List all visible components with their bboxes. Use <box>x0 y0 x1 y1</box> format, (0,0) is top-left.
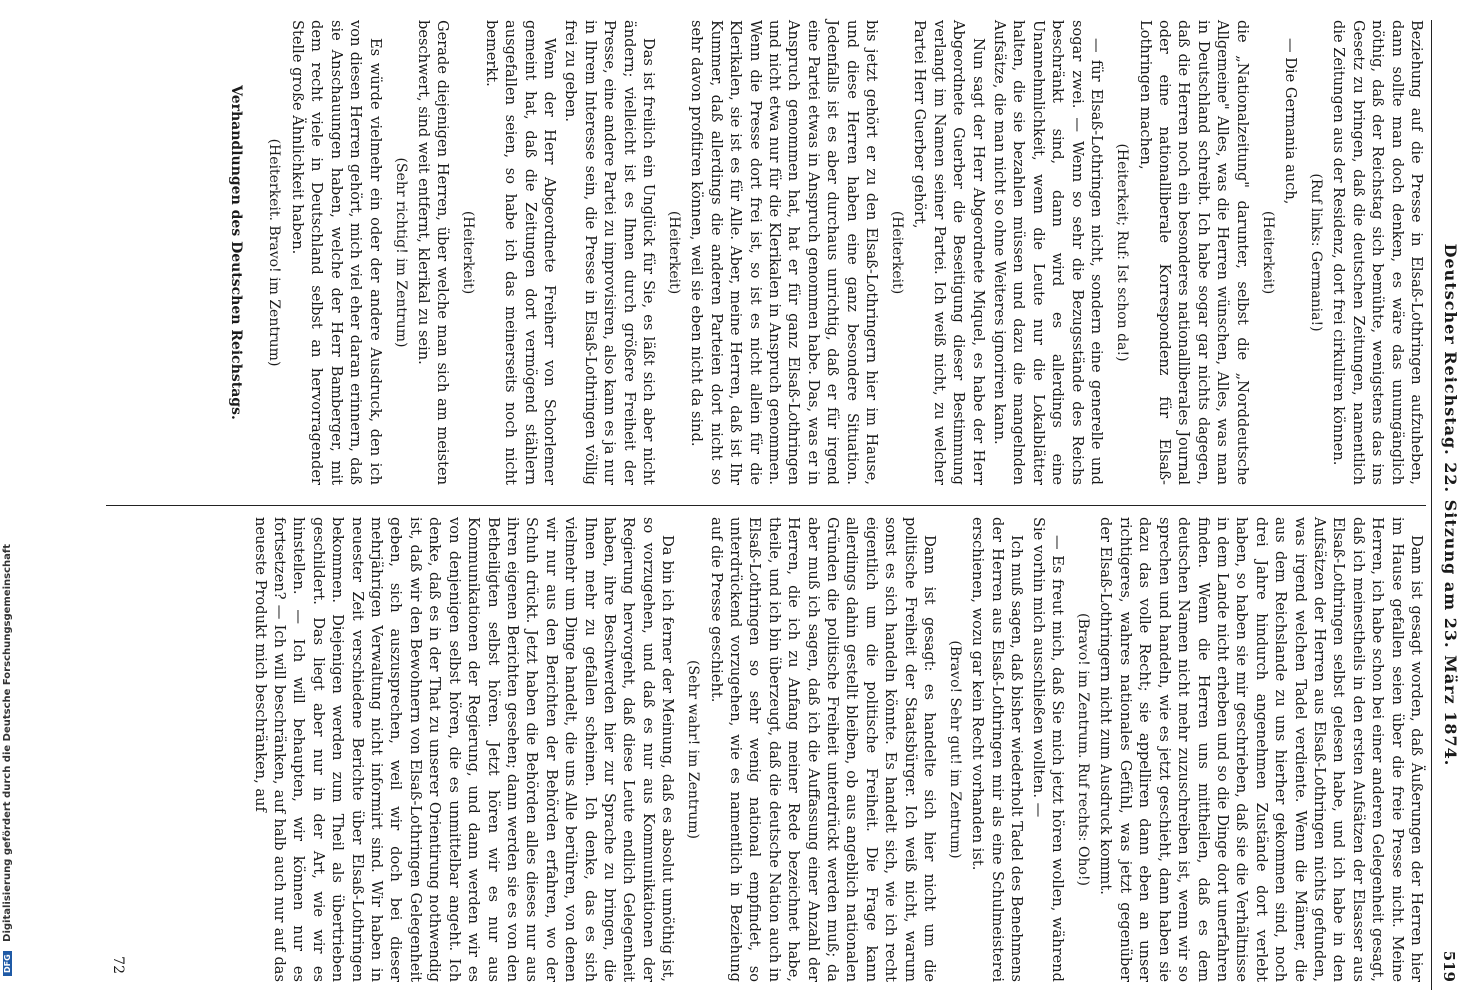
interjection-note: (Heiterkeit) <box>889 210 906 295</box>
paragraph: Es würde vielmehr ein oder der andere Ausdruck, den ich von diesen Herren gehört, mich viel eher daran erinnern, daß sie Anschauungen haben, welche der Herr Bamberger, mit dem recht viele in Deutschland selbst an hervorragender Stelle große Ähnlichkeit haben. <box>288 20 384 485</box>
paragraph: Beziehung auf die Presse in Elsaß-Lothringen aufzuheben, dann sollte man doch denken, es wäre das unumgänglich nöthig, daß der Reichstag sich bemühte, wenigstens das ins Gesetz zu bringen, daß die deutschen Zeitungen, namentlich die Zeitungen aus der Residenz, dort frei cirkuliren können. <box>1330 20 1425 485</box>
paragraph: bis jetzt gehört er zu den Elsaß-Lothringern hier im Hause, und diese Herren haben eine ganz besondere Situation. Jedenfalls ist es aber durchaus unrichtig, daß er für irgend eine Partei etwas in Anspruch genommen habe. Das, was er in Anspruch genommen hat, hat er für ganz Elsaß-Lothringen und nicht etwa nur für die Klerikalen in Anspruch genommen. Wenn die Presse dort frei ist, so ist es nicht allein für die Klerikalen, sie ist es für Alle. Aber, meine Herren, daß ist Ihr Kummer, daß allerdings die anderen Parteien dort nicht so sehr davon profitiren können, weil sie eben nicht da sind. <box>688 20 881 485</box>
interjection-note: (Bravo! im Zentrum. Ruf rechts: Oho!) <box>1075 613 1092 886</box>
interjection-note: (Heiterkeit. Bravo! im Zentrum) <box>266 138 283 367</box>
interjection-note: (Heiterkeit) <box>460 210 477 295</box>
paragraph: Ich muß sagen, daß bisher wiederholt Tadel des Benehmens der Herren aus Elsaß-Lothringen mir als eine Schulmeisterei erschienen, wozu gar kein Recht vorhanden ist. <box>969 517 1026 982</box>
page-body <box>100 20 1470 990</box>
paragraph: Da bin ich ferner der Meinung, daß es absolut unnöthig ist, so vorzugehen, und daß es nur aus Kommunikationen der Regierung hervorgeht, daß diese Leute endlich Gelegenheit haben, ihre Beschwerden hier zur Sprache zu bringen, die Ihnen mehr zu gefallen scheinen. Ich denke, das es sich vielmehr um Dinge handelt, die uns Alle berühren, von denen wir nur aus den Berichten der Behörden erfahren, wo der Schuh drückt. Jetzt haben die Behörden alles dieses nur aus ihren eigenen Berichten gesehen; dann werden sie es von den Betheiligten selbst hören. Jetzt hören wir es nur aus Kommunikationen der Regierung, und dann werden wir es von denjenigen selbst hören, die es unmittelbar angeht. Ich denke, daß es in der That zu unserer Orientirung nothwendig ist, daß wir den Bewohnern von Elsaß-Lothringen Gelegenheit geben, sich auszusprechen, weil wir doch bei dieser mehrjährigen Verwaltung nicht informirt sind. Wir haben in neuester Zeit verschiedene Berichte über Elsaß-Lothringen bekommen. Diejenigen werden zum Theil als übertrieben geschildert. Das liegt aber nur in der Art, wie wir es hinstellen. — Ich will behaupten, wir können nur es fortsetzen? — Ich will beschränken, auf halb auch nur auf das neueste Produkt mich beschränken, auf <box>251 517 677 982</box>
right-column <box>106 517 1426 982</box>
paragraph: — Es freut mich, daß Sie mich jetzt hören wollen, während Sie vorhin mich ausschließen wollten. — <box>1029 517 1067 982</box>
interjection-note: (Heiterkeit) <box>666 210 682 295</box>
header-title: Deutscher Reichstag. 22. Sitzung am 23. März 1874. <box>1441 243 1460 767</box>
dfg-logo: DFG <box>3 951 12 976</box>
paragraph: die „Nationalzeitung" darunter, selbst die „Norddeutsche Allgemeine" Alles, was die Herren wünschen, Alles, was man in Deutschland schreibt. Ich habe sogar gar nichts dagegen, daß die Herren noch ein besonderes nationalliberales Journal oder eine nationalliberale Korrespondenz für Elsaß-Lothringen machen, <box>1136 20 1251 485</box>
interjection-note: (Heiterkeit) <box>1259 210 1276 295</box>
paragraph: Gerade diejenigen Herren, über welche man sich am meisten beschwert, sind weit entfernt, klerikal zu sein. <box>414 20 452 485</box>
digitization-credit <box>2 0 16 1000</box>
paragraph: — für Elsaß-Lothringen nicht, sondern eine generelle und sogar zwei. — Wenn so sehr die Bezugsstände des Reichs beschränkt sind, dann wird es allerdings eine Unannehmlichkeit, wenn die Leute nur die Lokalblätter halten, die sie bezahlen müssen und dazu die mangelnden Aufsätze, die man nicht so ohne Weiteres ignoriren kann. <box>991 20 1106 485</box>
column-divider <box>106 505 1426 506</box>
paragraph: Das ist freilich ein Unglück für Sie, es läßt sich aber nicht ändern; vielleicht ist es Ihnen durch größere Freiheit der Presse, eine andere Partei zu improvisiren, also kann es ja nur in Ihrem Interesse sein, die Presse in Elsaß-Lothringen völlig frei zu geben. <box>562 20 657 485</box>
interjection-note: (Sehr richtig! im Zentrum) <box>392 157 409 348</box>
interjection-note: (Ruf links: Germania!) <box>1307 173 1324 332</box>
paragraph: Dann ist gesagt worden, daß Äußerungen der Herren hier im Hause gefallen seien über die freie Presse nicht. Meine Herren, ich habe schon bei einer anderen Gelegenheit gesagt, daß ich meinestheils in den ersten Aufsätzen der Elsasser aus Elsaß-Lothringen selbst gelesen habe, und ich habe in den Aufsätzen der Herren aus Elsaß-Lothringen nichts gefunden, was irgend welchen Tadel verdiente. Wenn die Männer, die aus dem Reichslande zu uns hierher gekommen sind, noch drei Jahre hindurch angenehmen Zustände dort verlebt haben, so haben sie mir geschrieben, daß sie die Verhältnisse in dem Lande nicht erheben und so die Dinge dort unerfahren finden. Wenn die Herren uns mittheilen, daß es dem deutschen Namen nicht mehr zuzuschreiben ist, wenn wir so sprechen und handeln, wie es jetzt geschieht, dann haben sie dazu das volle Recht; sie appelliren dann eben an unser richtigeres, wahres nationales Gefühl, was jetzt gegenüber der Elsaß-Lothringern nicht zum Ausdruck kommt. <box>1097 517 1425 982</box>
interjection-note: (Heiterkeit; Ruf: Ist schon da!) <box>1114 143 1131 362</box>
rotated-page <box>100 0 1470 1000</box>
paragraph: Wenn der Herr Abgeordnete Freiherr von Schorlemer gemeint hat, daß die Zeitungen dort vermögend stählern ausgefallen seien, so habe ich das meinerseits noch nicht bemerkt. <box>482 20 558 485</box>
running-header <box>1431 20 1470 990</box>
interjection-note: (Bravo! Sehr gut! im Zentrum) <box>947 640 964 859</box>
footer-title: Verhandlungen des Deutschen Reichstags. <box>228 85 245 420</box>
sheet-number: 72 <box>110 956 126 974</box>
page-number: 519 <box>1440 950 1458 982</box>
interjection-note: (Sehr wahr! im Zentrum) <box>685 660 702 839</box>
paragraph: — Die Germania auch, <box>1281 38 1299 205</box>
paragraph: Dann ist gesagt: es handelte sich hier nicht um die politische Freiheit der Staatsbürger. Ich weiß nicht, warum sonst es sich handeln könnte. Es handelt sich, wie ich recht eigentlich um die politische Freiheit. Die Frage kann allerdings dahin gestellt bleiben, ob aus angeblich nationalen Gründen die politische Freiheit unterdrückt werden muß; da aber muß ich sagen, daß ich die Auffassung einer Anzahl der Herren, die ich zu Anfang meiner Rede bezeichnet habe, theile, und ich bin überzeugt, daß die deutsche Nation auch in Elsaß-Lothringen so sehr wenig national empfindet, so unterdrückend vorzugehen, wie es namentlich in Beziehung auf die Presse geschieht. <box>707 517 939 982</box>
credit-line: Digitalisierung gefördert durch die Deutsche Forschungsgemeinschaft <box>2 543 13 942</box>
paragraph: Nun sagt der Herr Abgeordnete Miquel, es habe der Herr Abgeordnete Guerber die Beseitigung dieser Bestimmung verlangt im Namen seiner Partei. Ich weiß nicht, zu welcher Partei Herr Guerber gehört, <box>911 20 987 485</box>
left-column <box>106 20 1426 485</box>
